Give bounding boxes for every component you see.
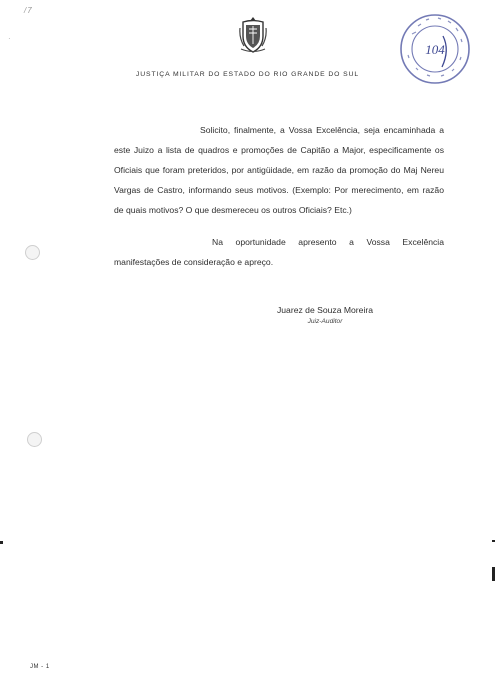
official-seal-stamp-icon xyxy=(398,12,472,86)
punch-hole xyxy=(27,432,42,447)
seal-page-number: 104 xyxy=(425,42,445,57)
signatory-name: Juarez de Souza Moreira xyxy=(276,305,373,315)
body-paragraph-2: Na oportunidade apresento a Vossa Excelência manifestações de consideração e apreço. xyxy=(114,237,444,267)
scan-edge-mark xyxy=(0,541,3,544)
corner-dot-mark: · xyxy=(8,34,11,43)
letter-body xyxy=(114,120,444,272)
state-coat-of-arms-icon xyxy=(238,16,268,54)
institution-header: JUSTIÇA MILITAR DO ESTADO DO RIO GRANDE DO SUL xyxy=(135,71,360,78)
form-code: JM - 1 xyxy=(30,664,50,670)
punch-hole xyxy=(25,245,40,260)
body-paragraph-1: Solicito, finalmente, a Vossa Excelência, seja encaminhada a este Juizo a lista de quadros e promoções de Capitão a Major, especificamente os Oficiais que foram preteridos, por antigüidade, em razão da promoção do Maj Nereu Vargas de Castro, informando seus motivos. (Exemplo: Por merecimento, em razão de quais motivos? O que desmereceu os outros Oficiais? Etc.) xyxy=(114,125,444,215)
corner-handwritten-mark: /7 xyxy=(24,6,33,15)
signatory-title: Juiz-Auditor xyxy=(307,318,343,325)
